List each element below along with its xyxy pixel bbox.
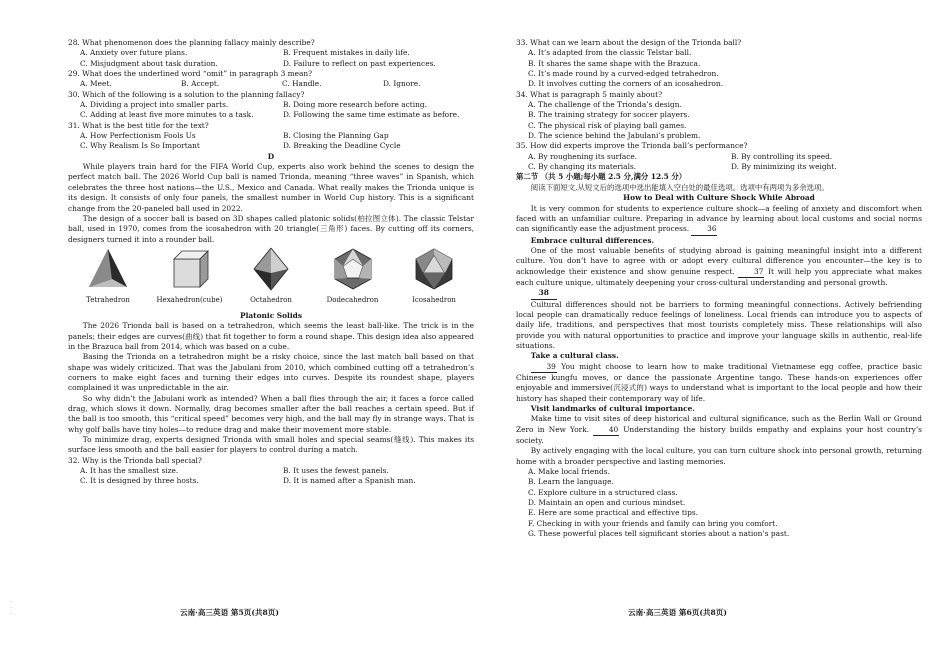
option-d: D. Following the same time estimate as before.: [283, 110, 460, 120]
option-a: A. Dividing a project into smaller parts.: [80, 100, 229, 110]
cube-icon: [168, 247, 212, 291]
left-page: [68, 38, 474, 628]
option-c: C. It is designed by three hosts.: [80, 476, 199, 486]
right-page: [516, 38, 922, 628]
section-letter: D: [267, 151, 275, 161]
option-c: C. Adding at least five more minutes to a task.: [80, 110, 254, 120]
passage-paragraph: [516, 362, 922, 404]
tetrahedron-icon: [86, 247, 130, 291]
paragraph-text: It is very common for students to experience culture shock—a feeling of anxiety and discomfort when faced with an unfamiliar culture. Preparing in advance by learning about local customs and social norms can significantly ease the adjustment process.: [516, 203, 922, 234]
passage-paragraph: So why didn’t the Jabulani work as intended? When a ball flies through the air, it faces a force called drag, which slows it down. Normally, drag becomes smaller after the ball reaches a certain speed. But if the ball is too smooth, this “critical speed” becomes very high, and the ball may fly in strange ways. That is why golf balls have tiny holes—to reduce drag and make their movement more stable.: [68, 393, 474, 434]
passage-paragraph: [516, 414, 922, 446]
choice-b: B. Learn the language.: [528, 477, 614, 487]
option-b: B. The training strategy for soccer players.: [528, 110, 690, 120]
question-stem: 28. What phenomenon does the planning fallacy mainly describe?: [68, 38, 315, 47]
blank-39: 39: [531, 362, 557, 373]
question-stem: 32. Why is the Trionda ball special?: [68, 455, 202, 465]
section-instructions: 阅读下面短文,从短文后的选项中选出能填入空白处的最佳选项。选项中有两项为多余选项。: [530, 182, 829, 192]
question-stem: 31. What is the best title for the text?: [68, 120, 209, 130]
option-c: C. Handle.: [282, 79, 322, 89]
option-d: D. It involves cutting the corners of an icosahedron.: [528, 79, 723, 89]
section-header: 第二节 （共 5 小题;每小题 2.5 分,满分 12.5 分）: [516, 172, 687, 182]
option-b: B. It shares the same shape with the Brazuca.: [528, 58, 701, 68]
passage-paragraph: The 2026 Trionda ball is based on a tetrahedron, which seems the least ball-like. The trick is in the panels; their edges are curves(曲线) that fit together to form a round shape. This design idea also appeared in the Brazuca ball from 2014, which was based on a cube.: [68, 321, 474, 351]
question-31: [68, 121, 474, 152]
question-34: [516, 90, 922, 142]
passage-paragraph: The design of a soccer ball is based on 3D shapes called platonic solids(柏拉图立体). The classic Telstar ball, used in 1970, comes from the icosahedron with 20 triangle(三角形) faces. By cutting off its corners, designers turned it into a rounder ball.: [68, 213, 474, 244]
choice-c: C. Explore culture in a structured class.: [528, 487, 678, 497]
icosahedron-icon: [412, 247, 456, 291]
option-c: C. By changing its materials.: [528, 162, 637, 172]
page-footer-left: 云南·高三英语 第5页(共8页): [180, 608, 279, 617]
icosahedron-figure: [398, 247, 470, 311]
option-c: C. Why Realism Is So Important: [80, 141, 200, 151]
paragraph-text: You might choose to learn how to make traditional Vietnamese egg coffee, practice basic Chinese kungfu moves, or dance the passionate Argentine tango. These hands-on experiences offer enjoyable and immersive(沉浸式的) ways to understand what is important to the local people and how their history has shaped their contemporary way of life.: [516, 361, 922, 403]
blank-36: 36: [691, 224, 717, 235]
blank-37: 37: [738, 267, 764, 278]
paragraph-text: Make time to visit sites of deep historical and cultural significance, such as the Berlin Wall or Ground Zero in New York.: [516, 414, 922, 434]
tetrahedron-figure: [72, 247, 144, 311]
solid-label: Dodecahedron: [326, 295, 379, 304]
option-c: C. The physical risk of playing ball games.: [528, 120, 687, 130]
section-heading: Visit landmarks of cultural importance.: [530, 404, 695, 414]
question-stem: 33. What can we learn about the design of the Trionda ball?: [516, 38, 742, 47]
paragraph-text: It will help you appreciate what makes each culture unique, ultimately deepening your cross-cultural understanding and personal growth.: [516, 266, 922, 287]
option-c: C. It’s made round by a curved-edged tetrahedron.: [528, 69, 719, 79]
option-a: A. Meet.: [80, 79, 112, 89]
question-stem: 34. What is paragraph 5 mainly about?: [516, 89, 663, 99]
paragraph-text: One of the most valuable benefits of studying abroad is gaining meaningful insight into a different culture. You don’t have to agree with or adopt every cultural difference you encounter—the key is to acknowledge their existence and show genuine respect.: [516, 245, 922, 276]
option-a: A. The challenge of the Trionda’s design.: [528, 100, 682, 110]
question-32: [68, 456, 474, 487]
option-b: B. Frequent mistakes in daily life.: [283, 48, 410, 58]
passage-paragraph: [516, 246, 922, 288]
section-heading: Take a cultural class.: [530, 351, 619, 361]
question-33: [516, 38, 922, 90]
option-d: D. It is named after a Spanish man.: [283, 476, 416, 486]
option-a: A. It has the smallest size.: [80, 466, 179, 476]
question-stem: 29. What does the underlined word “omit” in paragraph 3 mean?: [68, 69, 313, 79]
option-b: B. By controlling its speed.: [731, 151, 833, 161]
choice-list: [516, 467, 922, 539]
option-d: D. Breaking the Deadline Cycle: [283, 141, 401, 151]
option-a: A. By roughening its surface.: [528, 151, 638, 161]
solid-label: Octahedron: [250, 295, 292, 304]
octahedron-icon: [249, 247, 293, 291]
question-stem: 35. How did experts improve the Trionda ball’s performance?: [516, 141, 748, 151]
octahedron-figure: [235, 247, 307, 311]
option-d: D. Failure to reflect on past experiences.: [283, 58, 436, 68]
question-35: [516, 141, 922, 172]
option-a: A. How Perfectionism Fools Us: [80, 131, 196, 141]
option-a: A. Anxiety over future plans.: [80, 48, 188, 58]
option-d: D. The science behind the Jabulani’s problem.: [528, 131, 701, 141]
section-heading: [516, 288, 922, 299]
choice-a: A. Make local friends.: [528, 467, 610, 477]
option-b: B. Accept.: [181, 79, 220, 89]
question-stem: 30. Which of the following is a solution to the planning fallacy?: [68, 89, 305, 99]
dodecahedron-icon: [331, 247, 375, 291]
blank-38: 38: [531, 288, 557, 299]
figure-caption: Platonic Solids: [240, 310, 302, 320]
choice-d: D. Maintain an open and curious mindset.: [528, 498, 686, 508]
solid-label: Icosahedron: [412, 295, 456, 304]
hexahedron-figure: [154, 247, 226, 311]
passage-paragraph: By actively engaging with the local culture, you can turn culture shock into personal growth, returning home with a broader perspective and lasting memories.: [516, 446, 922, 466]
option-b: B. Doing more research before acting.: [283, 100, 427, 110]
blank-40: 40: [593, 425, 619, 436]
passage-paragraph: [516, 204, 922, 236]
option-a: A. It’s adapted from the classic Telstar ball.: [528, 48, 692, 58]
solid-label: Tetrahedron: [86, 295, 130, 304]
margin-marks: · · ·: [10, 599, 12, 618]
paragraph-text: Understanding the history builds empathy and explains your host country’s society.: [516, 424, 922, 446]
platonic-solids-figure: [68, 245, 474, 311]
option-b: B. It uses the fewest panels.: [283, 466, 389, 476]
option-c: C. Misjudgment about task duration.: [80, 58, 218, 68]
option-d: D. Ignore.: [383, 79, 421, 89]
choice-e: E. Here are some practical and effective tips.: [528, 508, 699, 518]
page-footer-right: 云南·高三英语 第6页(共8页): [628, 608, 727, 617]
section-heading: Embrace cultural differences.: [530, 235, 655, 245]
question-30: [68, 90, 474, 121]
passage-paragraph: To minimize drag, experts designed Trionda with small holes and special seams(缝线). This makes its surface less smooth and the ball easier for players to control during a match.: [68, 435, 474, 455]
passage-title: How to Deal with Culture Shock While Abroad: [623, 193, 815, 203]
choice-f: F. Checking in with your friends and family can bring you comfort.: [528, 518, 778, 528]
question-28: [68, 38, 474, 69]
passage-paragraph: Basing the Trionda on a tetrahedron might be a risky choice, since the last match ball based on that shape was widely criticized. That was the Jabulani from 2010, which combined cutting off a tetrahedron’s corners to make eight faces and turning their edges into curves. Despite its roundest shape, players complained it was unpredictable in the air.: [68, 352, 474, 393]
option-b: B. Closing the Planning Gap: [283, 131, 389, 141]
dodecahedron-figure: [317, 247, 389, 311]
question-29: [68, 69, 474, 90]
choice-g: G. These powerful places tell significant stories about a nation’s past.: [528, 529, 790, 539]
passage-paragraph: While players train hard for the FIFA World Cup, experts also work behind the scenes to design the perfect match ball. The 2026 World Cup ball is named Trionda, meaning “three waves” in Spanish, which celebrates the three host nations—the U.S., Mexico and Canada. What really makes the Trionda unique is its design. It consists of only four panels, the smallest number in World Cup history. This is a significant change from the 20-paneled ball used in 2022.: [68, 162, 474, 213]
passage-paragraph: Cultural differences should not be barriers to forming meaningful connections. Actively befriending local people can dramatically reduce feelings of loneliness. Local friends can introduce you to aspects of daily life, traditions, and perspectives that most tourists completely miss. These relationships will also provide you with natural opportunities to practice and improve your language skills in authentic, real-life situations.: [516, 299, 922, 350]
option-d: D. By minimizing its weight.: [731, 162, 837, 172]
solid-label: Hexahedron(cube): [156, 295, 223, 304]
